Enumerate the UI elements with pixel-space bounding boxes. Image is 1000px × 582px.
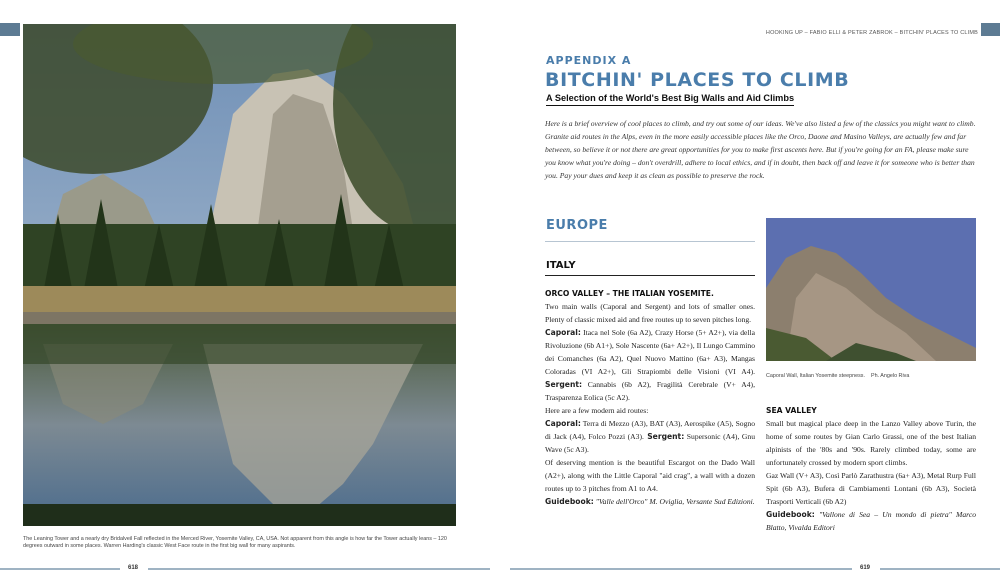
orco-caporal-routes	[545, 326, 755, 404]
caporal-wall-photo	[766, 218, 976, 361]
left-bottom-rule-2	[148, 568, 490, 570]
yosemite-photo	[23, 24, 456, 526]
photo-caption-text: Caporal Wall, Italian Yosemite steepness.	[766, 373, 865, 379]
running-head: HOOKING UP – FABIO ELLI & PETER ZABROK – BITCHIN' PLACES TO CLIMB	[765, 30, 978, 36]
guidebook-label: Guidebook:	[545, 497, 594, 506]
orco-guidebook	[545, 495, 755, 508]
sea-column	[766, 404, 976, 534]
orco-column	[545, 287, 755, 508]
orco-intro: Two main walls (Caporal and Sergent) and lots of smaller ones. Plenty of classic mixed aid and free routes up to seven pitches long.	[545, 302, 755, 324]
right-photo-caption	[766, 373, 909, 379]
caporal-routes-text: Itaca nel Sole (6a A2), Crazy Horse (5+ A2+), via della Rivoluzione (6b A1+), Sole Nascente (6a+ A2+), Il Lungo Cammino dei Comanches (6a A2), Quel Nuovo Mattino (6a+ A3), Mangas Coloradas (VI A2+), Gli Strapiombi delle Visioni (VI A4).	[545, 328, 755, 376]
page-subtitle: A Selection of the World's Best Big Walls and Aid Climbs	[546, 93, 794, 106]
caporal-modern-text: Terra di Mezzo (A3), BAT (A3), Aerospike (A5), Sogno di Jack (A4), Folco Pozzi (A3).	[545, 419, 755, 441]
orco-modern-routes	[545, 417, 755, 456]
sergent-routes-text: Cannabis (6b A2), Fragilità Cerebrale (V+ A4), Trasparenza Eolica (5c A2).	[545, 380, 755, 402]
appendix-label: APPENDIX A	[546, 54, 632, 67]
right-bottom-rule-2	[880, 568, 1000, 570]
guidebook-text: "Valle dell'Orco" M. Oviglia, Versante Sud Edizioni.	[593, 497, 755, 506]
photo-credit: Ph. Angelo Riva	[870, 373, 910, 379]
sea-intro: Small but magical place deep in the Lanzo Valley above Turin, the home of some routes by Gian Carlo Grassi, one of the best Italian alpinists of the '80s and '90s. Rarely climbed today, some are unfortunately crossed by modern sport climbs.	[766, 419, 976, 467]
right-bottom-rule	[510, 568, 852, 570]
sergent-modern-text: Supersonic (A4), Gnu Wave (5c A3).	[545, 432, 755, 454]
orco-dado-paragraph: Of deserving mention is the beautiful Escargot on the Dado Wall (A2+), along with the Little Caporal "aid crag", a wall with a dozen routes up to 3 pitches from A1 to A4.	[545, 458, 755, 493]
page-title: BITCHIN' PLACES TO CLIMB	[545, 69, 850, 91]
orco-heading: ORCO VALLEY – THE ITALIAN YOSEMITE.	[545, 289, 714, 298]
left-edge-tab	[0, 23, 20, 36]
sergent-label: Sergent:	[545, 380, 583, 389]
sea-guidebook	[766, 508, 976, 534]
left-folio: 618	[128, 565, 139, 571]
section-heading-europe: EUROPE	[546, 218, 608, 233]
orco-modern-intro: Here are a few modern aid routes:	[545, 406, 649, 415]
sea-guidebook-label: Guidebook:	[766, 510, 815, 519]
left-bottom-rule	[0, 568, 120, 570]
sea-guidebook-text: "Vallone di Sea – Un mondo di pietra" Marco Blatto, Vivalda Editori	[766, 510, 976, 532]
subsection-rule	[545, 275, 755, 276]
intro-paragraph: Here is a brief overview of cool places to climb, and try out some of our ideas. We've also listed a few of the classics you might want to climb. Granite aid routes in the Alps, even in the more easily accessible places like the Orco, Daone and Masino Valleys, are actually few and far between, so believe it or not there are great opportunities for you to make first ascents here. But if you're going for an FA, please make sure you know what you're doing – don't overdrill, adhere to local ethics, and if in doubt, then back off and leave it for someone who is better than you. Pay your dues and keep it as clean as possible to preserve the rock.	[545, 119, 976, 180]
right-edge-tab	[981, 23, 1000, 36]
sea-heading: SEA VALLEY	[766, 406, 817, 415]
subsection-heading-italy: ITALY	[546, 260, 576, 271]
caporal-label-2: Caporal:	[545, 419, 581, 428]
sea-routes: Gaz Wall (V+ A3), Così Parlò Zarathustra (6a+ A3), Metal Rurp Full Spit (6b A3), Bufera di Cambiamenti Lontani (6b A3), Società Trasporti Verticali (6b A2)	[766, 471, 976, 506]
left-photo-caption: The Leaning Tower and a nearly dry Bridalveil Fall reflected in the Merced River, Yosemite Valley, CA, USA. Not apparent from this angle is how far the Tower actually leans – 120 degrees outward in some places. Warren Harding's classic West Face route in the first big wall for many aspirants.	[23, 536, 447, 549]
caporal-label: Caporal:	[545, 328, 581, 337]
right-folio: 619	[860, 565, 871, 571]
section-rule	[545, 241, 755, 242]
sergent-label-2: Sergent:	[643, 432, 685, 441]
